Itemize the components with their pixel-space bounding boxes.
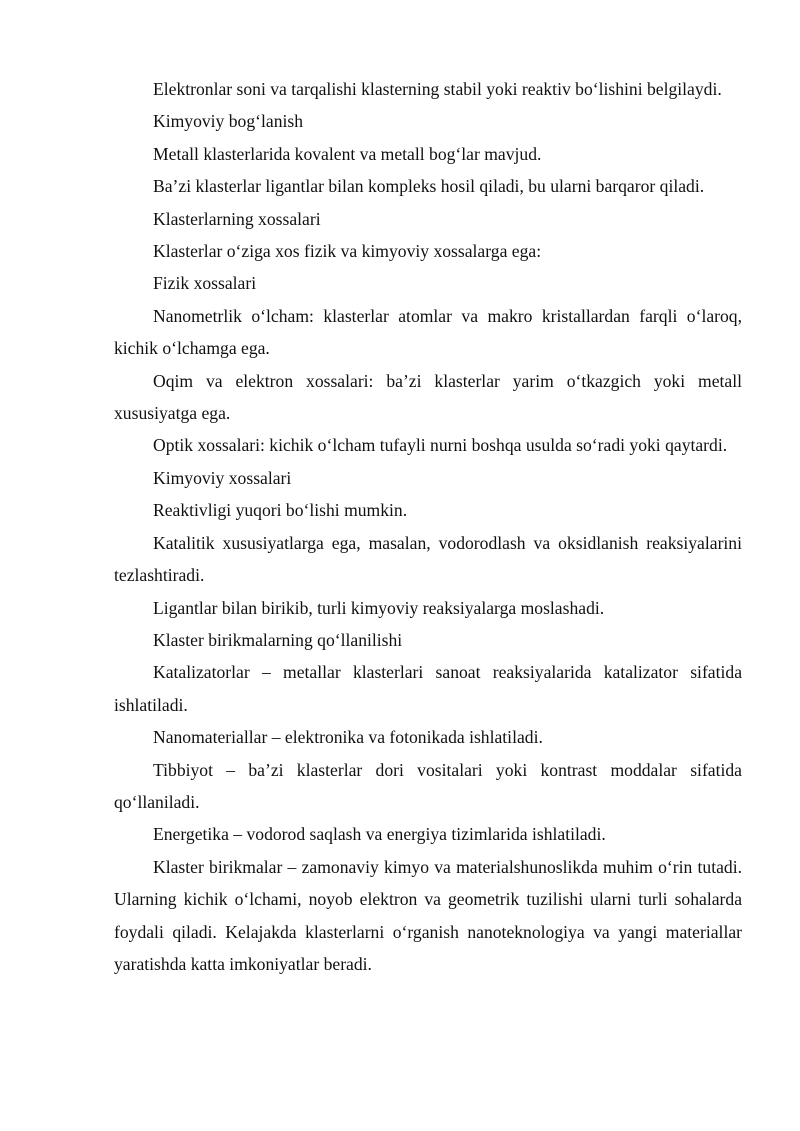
paragraph-ligand-complexes: Ba’zi klasterlar ligantlar bilan kompleks hosil qiladi, bu ularni barqaror qiladi. [153, 176, 705, 197]
heading-applications: Klaster birikmalarning qo‘llanilishi [153, 629, 403, 650]
document-page [114, 73, 742, 980]
heading-cluster-properties: Klasterlarning xossalari [153, 208, 321, 229]
paragraph-properties-intro: Klasterlar o‘ziga xos fizik va kimyoviy xossalarga ega: [153, 241, 542, 262]
heading-chemical-bonding: Kimyoviy bog‘lanish [153, 111, 304, 132]
paragraph-energy: Energetika – vodorod saqlash va energiya tizimlarida ishlatiladi. [153, 824, 606, 845]
paragraph-catalysts: Katalizatorlar – metallar klasterlari sanoat reaksiyalarida katalizator sifatida ishlatiladi. [114, 662, 742, 715]
paragraph-ligand-adaptation: Ligantlar bilan birikib, turli kimyoviy reaksiyalarga moslashadi. [153, 597, 605, 618]
heading-chemical-properties: Kimyoviy xossalari [153, 467, 292, 488]
paragraph-electronic-properties: Oqim va elektron xossalari: ba’zi klasterlar yarim o‘tkazgich yoki metall xususiyatga ega. [114, 370, 742, 424]
paragraph-reactivity: Reaktivligi yuqori bo‘lishi mumkin. [153, 500, 408, 521]
paragraph-nanometer-size: Nanometrlik o‘lcham: klasterlar atomlar va makro kristallardan farqli o‘laroq, kichik o‘lchamga ega. [114, 305, 742, 359]
paragraph-catalytic: Katalitik xususiyatlarga ega, masalan, vodorodlash va oksidlanish reaksiyalarini tezlashtiradi. [114, 532, 742, 586]
paragraph-metal-bonds: Metall klasterlarida kovalent va metall bog‘lar mavjud. [153, 143, 542, 164]
paragraph-optical-properties: Optik xossalari: kichik o‘lcham tufayli nurni boshqa usulda so‘radi yoki qaytardi. [153, 435, 728, 456]
paragraph-conclusion: Klaster birikmalar – zamonaviy kimyo va materialshunoslikda muhim o‘rin tutadi. Ularning kichik o‘lchami, noyob elektron va geometrik tuzilishi ularni turli sohalarda foydali qiladi. Kelajakda klasterlarni o‘rganish nanoteknologiya va yangi materiallar yaratishda katta imkoniyatlar beradi. [114, 856, 742, 974]
heading-physical-properties: Fizik xossalari [153, 273, 257, 294]
paragraph-medicine: Tibbiyot – ba’zi klasterlar dori vositalari yoki kontrast moddalar sifatida qo‘llaniladi. [114, 759, 742, 812]
paragraph-electron-distribution: Elektronlar soni va tarqalishi klasterning stabil yoki reaktiv bo‘lishini belgilaydi. [153, 79, 722, 99]
paragraph-nanomaterials: Nanomateriallar – elektronika va fotonikada ishlatiladi. [153, 727, 543, 748]
